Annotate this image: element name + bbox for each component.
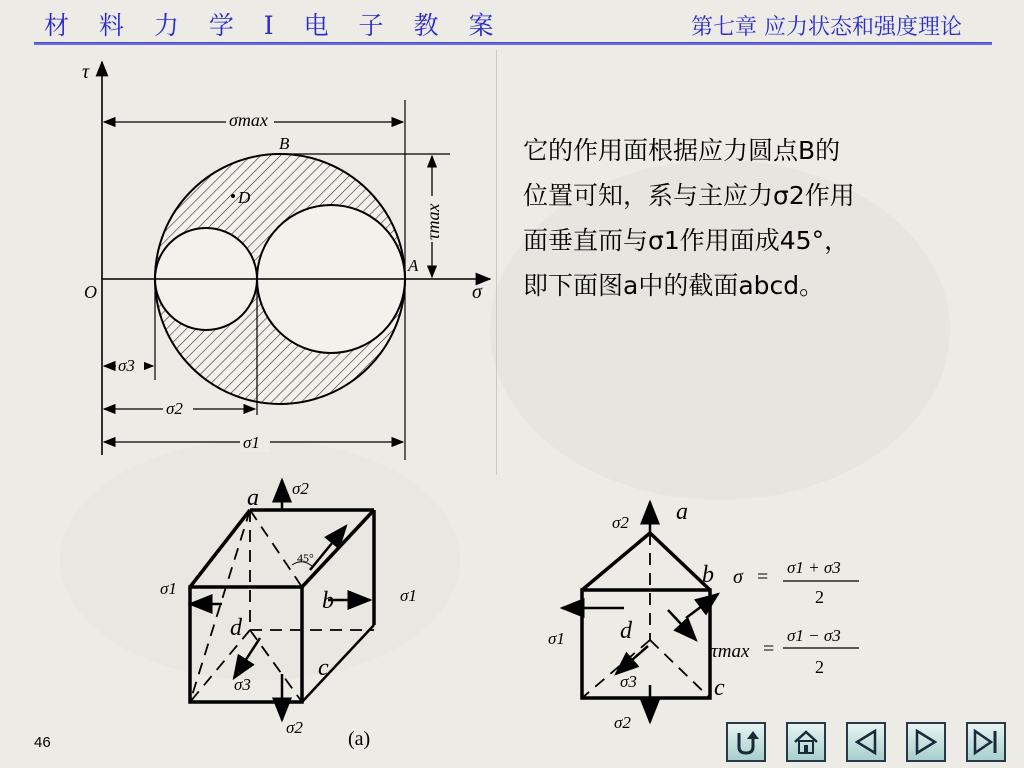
cube-label-d: d	[230, 615, 242, 641]
cube-caption: (a)	[348, 728, 371, 750]
return-button[interactable]	[726, 722, 766, 762]
point-b-label: B	[279, 134, 290, 153]
next-button[interactable]	[906, 722, 946, 762]
prism-sigma2-top: σ2	[612, 513, 629, 532]
sigma2-label: σ2	[166, 399, 183, 418]
prev-icon	[851, 727, 881, 757]
return-icon	[731, 727, 761, 757]
prism-sigma1: σ1	[548, 629, 565, 648]
tau-max-label: τmax	[423, 203, 443, 240]
prism-sigma2-bottom: σ2	[614, 713, 631, 732]
formula-tau-numerator: σ1 − σ3	[787, 626, 841, 645]
formula-eq: =	[757, 566, 769, 588]
sigma3-label: σ3	[118, 356, 135, 375]
home-button[interactable]	[786, 722, 826, 762]
formula-eq: =	[763, 638, 775, 660]
previous-button[interactable]	[846, 722, 886, 762]
tau-axis-label: τ	[82, 61, 90, 83]
prism-label-c: c	[714, 675, 725, 701]
cube-sigma2-bottom: σ2	[286, 718, 303, 737]
formula-sigma-lhs: σ	[733, 566, 743, 588]
home-icon	[791, 727, 821, 757]
prism-label-d: d	[620, 618, 632, 644]
sigma-axis-label: σ	[472, 281, 482, 303]
cube-sigma3: σ3	[234, 675, 251, 694]
stress-formulas	[705, 545, 885, 685]
point-d-dot	[231, 194, 235, 198]
formula-tau-lhs: τmax	[711, 641, 750, 662]
sigma1-label: σ1	[243, 433, 260, 452]
chapter-title: 第七章 应力状态和强度理论	[691, 15, 962, 40]
formula-tau-denominator: 2	[815, 657, 824, 677]
mohr-circle-diagram	[0, 0, 500, 470]
cube-sigma1-right: σ1	[400, 586, 417, 605]
cube-sigma1-left: σ1	[160, 579, 177, 598]
point-d-label: D	[238, 188, 251, 207]
formula-sigma-numerator: σ1 + σ3	[787, 558, 841, 577]
last-button[interactable]	[966, 722, 1006, 762]
prism-label-b: b	[702, 562, 714, 588]
explanation-line: 即下面图a中的截面abcd。	[523, 271, 825, 300]
cube-diagram	[150, 470, 450, 760]
explanation-line: 它的作用面根据应力圆点B的	[523, 136, 841, 165]
prism-label-a: a	[676, 499, 688, 525]
page-number: 46	[34, 734, 51, 751]
explanation-text	[523, 128, 993, 308]
course-title: 材 料 力 学 Ⅰ 电 子 教 案	[44, 11, 505, 40]
next-icon	[911, 727, 941, 757]
explanation-line: 位置可知，系与主应力σ2作用	[523, 181, 855, 210]
explanation-line: 面垂直而与σ1作用面成45°，	[523, 226, 850, 255]
origin-label: O	[84, 282, 97, 302]
sigma-max-label: σmax	[229, 110, 268, 130]
cube-label-b: b	[322, 588, 334, 614]
cube-label-c: c	[318, 655, 329, 681]
last-icon	[971, 727, 1001, 757]
prism-sigma3: σ3	[620, 672, 637, 691]
point-a-label: A	[408, 256, 419, 275]
cube-angle: 45°	[297, 551, 314, 565]
formula-sigma-denominator: 2	[815, 587, 824, 607]
cube-label-a: a	[247, 485, 259, 511]
cube-sigma2-top: σ2	[292, 479, 309, 498]
